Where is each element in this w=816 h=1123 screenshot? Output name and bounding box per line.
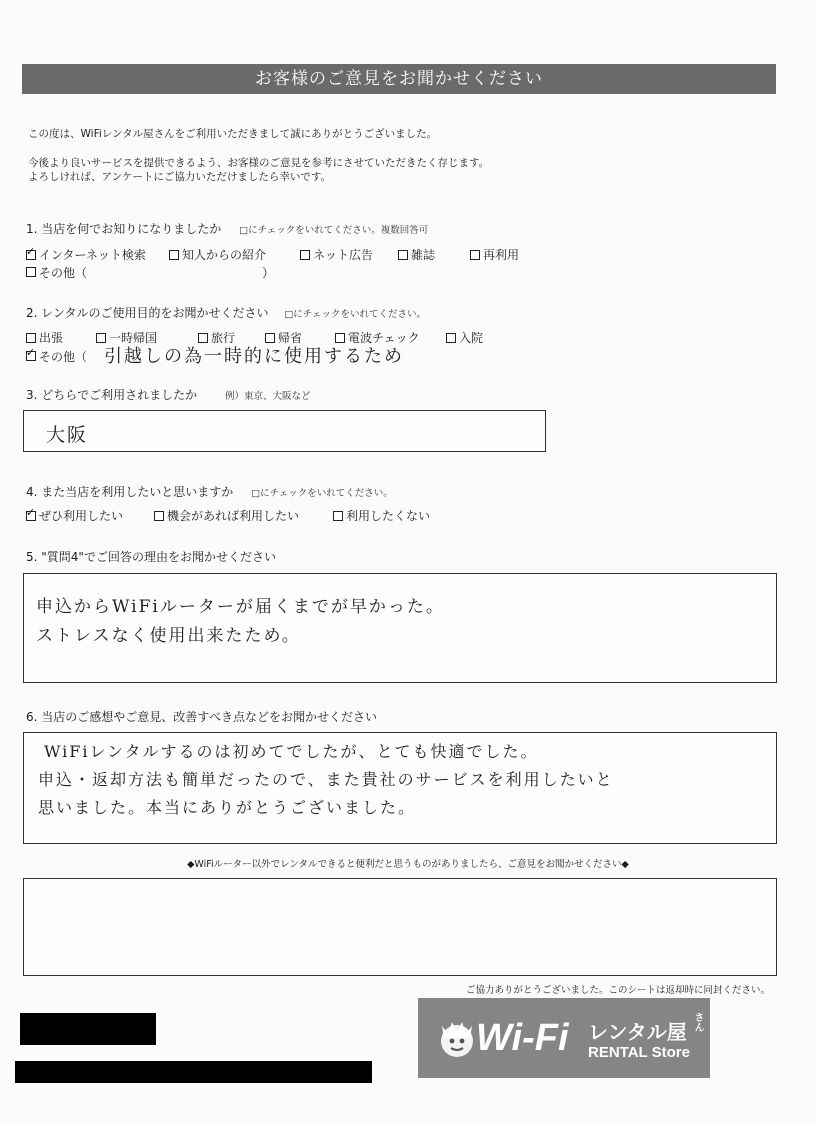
option-business-trip[interactable] (26, 329, 63, 346)
checkbox-checked[interactable] (26, 511, 36, 521)
other-close-paren: ） (262, 266, 275, 280)
question-7-title: ◆WiFiルーター以外でレンタルできると便利だと思うものがありましたら、ご意見をお聞かせください◆ (187, 859, 629, 870)
option-definitely[interactable] (26, 507, 123, 524)
question-1-options (26, 246, 586, 262)
option-label: 知人からの紹介 (182, 248, 267, 262)
checkbox[interactable] (300, 250, 310, 260)
question-1-hint: □にチェックをいれてください。複数回答可 (239, 225, 429, 236)
logo-jp-text: レンタル屋 (588, 1020, 687, 1044)
question-5-answer-line-2: ストレスなく使用出来たため。 (36, 626, 301, 646)
checkbox-checked[interactable] (26, 250, 36, 260)
option-label: 機会があれば利用したい (167, 509, 300, 523)
question-5-answer-box[interactable] (23, 573, 777, 683)
option-label: ネット広告 (313, 248, 374, 262)
redacted-block (20, 1013, 156, 1045)
option-label: 旅行 (211, 331, 236, 345)
question-3-hint: 例）東京、大阪など (224, 391, 311, 402)
question-2 (26, 304, 426, 321)
redacted-block (15, 1061, 372, 1083)
question-2-hint: □にチェックをいれてください。 (284, 309, 427, 320)
question-2-handwritten-answer[interactable]: 引越しの為一時的に使用するため (104, 346, 404, 367)
option-internet-search[interactable] (26, 246, 146, 263)
question-5-answer-line-1: 申込からWiFiルーターが届くまでが早かった。 (36, 597, 445, 617)
option-label: その他（ (39, 349, 88, 364)
question-1 (26, 220, 428, 237)
mascot-icon (434, 1014, 480, 1060)
question-6-answer-box[interactable] (23, 732, 777, 844)
option-magazine[interactable] (398, 246, 435, 263)
question-2-title: 2. レンタルのご使用目的をお聞かせください (26, 306, 269, 320)
option-label: ぜひ利用したい (39, 509, 124, 523)
question-4 (26, 483, 393, 500)
question-2-other[interactable] (26, 346, 87, 365)
question-6-title: 6. 当店のご感想やご意見、改善すべき点などをお聞かせください (26, 710, 378, 724)
option-label: その他（ (39, 265, 88, 280)
checkbox[interactable] (398, 250, 408, 260)
question-1-other[interactable] (26, 262, 274, 281)
question-5-title: 5. "質問4"でご回答の理由をお聞かせください (26, 550, 276, 564)
question-4-title: 4. また当店を利用したいと思いますか (26, 485, 234, 499)
question-7-answer-box[interactable] (23, 878, 777, 976)
checkbox[interactable] (333, 511, 343, 521)
option-label: 一時帰国 (109, 331, 158, 345)
question-4-hint: □にチェックをいれてください。 (251, 488, 393, 499)
brand-logo (418, 998, 710, 1078)
option-label: 電波チェック (348, 331, 420, 345)
option-if-opportunity[interactable] (154, 507, 299, 524)
checkbox[interactable] (446, 333, 456, 343)
checkbox[interactable] (154, 511, 164, 521)
question-3-answer-box[interactable] (23, 410, 546, 452)
option-label: 利用したくない (346, 509, 431, 523)
option-net-ad[interactable] (300, 246, 373, 263)
intro-line-1: この度は、WiFiレンタル屋さんをご利用いただきまして誠にありがとうございました。 (28, 128, 438, 140)
question-4-options (26, 507, 526, 523)
checkbox[interactable] (470, 250, 480, 260)
question-6-answer-line-3: 思いました。本当にありがとうございました。 (38, 798, 417, 817)
option-label: 雑誌 (411, 248, 436, 262)
question-3-title: 3. どちらでご利用されましたか (26, 388, 198, 402)
question-1-title: 1. 当店を何でお知りになりましたか (26, 222, 222, 236)
checkbox[interactable] (26, 267, 36, 277)
option-reuse[interactable] (470, 246, 519, 263)
checkbox-checked[interactable] (26, 351, 36, 361)
question-3-handwritten-answer: 大阪 (46, 424, 89, 446)
option-label: インターネット検索 (39, 248, 146, 262)
checkbox[interactable] (265, 333, 275, 343)
option-label: 出張 (39, 331, 64, 345)
checkbox[interactable] (26, 333, 36, 343)
logo-en-text: RENTAL Store (588, 1044, 690, 1061)
option-label: 入院 (459, 331, 484, 345)
question-6-answer-line-2: 申込・返却方法も簡単だったので、また貴社のサービスを利用したいと (38, 770, 614, 789)
checkbox[interactable] (96, 333, 106, 343)
option-no[interactable] (333, 507, 430, 524)
option-label: 再利用 (483, 248, 520, 262)
checkbox[interactable] (335, 333, 345, 343)
question-3 (26, 386, 311, 403)
logo-main-text: Wi-Fi (476, 1017, 569, 1059)
checkbox[interactable] (169, 250, 179, 260)
intro-line-2: 今後より良いサービスを提供できるよう、お客様のご意見を参考にさせていただきたく存じます。 (28, 157, 490, 169)
option-label: 帰省 (278, 331, 303, 345)
intro-line-3: よろしければ、アンケートにご協力いただけましたら幸いです。 (28, 171, 332, 183)
option-referral[interactable] (169, 246, 266, 263)
option-hospital[interactable] (446, 329, 483, 346)
footer-thanks: ご協力ありがとうございました。このシートは返却時に同封ください。 (465, 985, 770, 996)
page-title: お客様のご意見をお聞かせください (22, 64, 776, 94)
logo-san-text: さん (692, 1012, 703, 1032)
checkbox[interactable] (198, 333, 208, 343)
question-6-answer-line-1: WiFiレンタルするのは初めてでしたが、とても快適でした。 (44, 742, 539, 761)
